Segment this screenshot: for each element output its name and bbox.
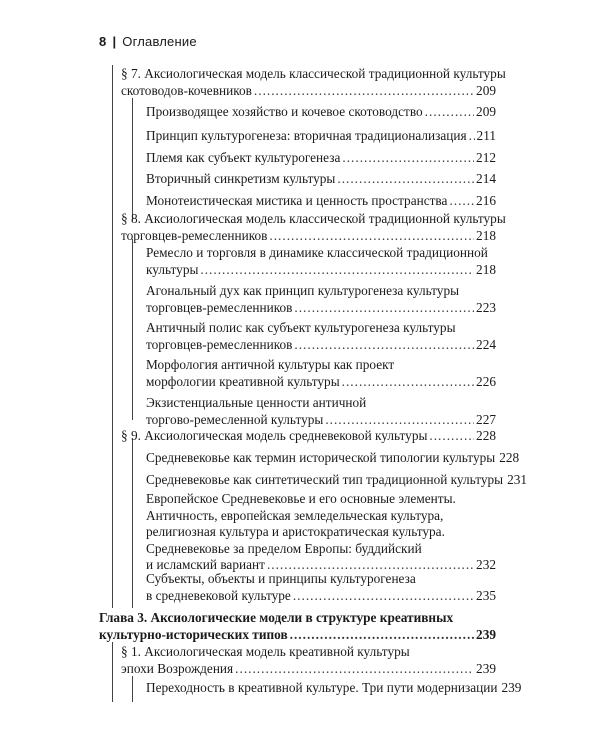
dot-leader: [325, 412, 474, 429]
dot-leader: [269, 228, 474, 245]
toc-page-number: 226: [476, 373, 496, 389]
dot-leader: [425, 104, 474, 121]
toc-entry[interactable]: [146, 283, 496, 316]
dot-leader: [200, 262, 474, 279]
toc-page-number: 223: [476, 299, 496, 315]
toc-entry-title: Вторичный синкретизм культуры: [146, 171, 336, 186]
toc-entry-lastline: [146, 588, 496, 605]
toc-entry[interactable]: [121, 644, 496, 677]
toc-entry-line: Субъекты, объекты и принципы культурогенеза: [146, 571, 416, 586]
toc-entry-title: § 9. Аксиологическая модель средневековой культуры: [121, 428, 428, 443]
toc-page-number: 218: [476, 227, 496, 243]
toc-entry[interactable]: [121, 428, 496, 445]
toc-page-number: 232: [476, 557, 496, 572]
toc-entry-lastline: [146, 412, 496, 429]
toc-entry-title: эпохи Возрождения: [121, 660, 234, 676]
toc-page-number: 211: [476, 128, 496, 143]
toc-entry-lastline: [121, 661, 496, 678]
toc-entry-line: Морфология античной культуры как проект: [146, 357, 395, 372]
toc-entry-title: Монотеистическая мистика и ценность пространства: [146, 193, 448, 208]
toc-entry-lastline: [146, 104, 496, 121]
section-guide-line: [112, 642, 113, 702]
toc-entry[interactable]: [146, 245, 496, 278]
toc-entry-lastline: [146, 150, 496, 167]
toc-entry-title: Средневековье как термин исторической типологии культуры: [146, 450, 496, 465]
toc-entry[interactable]: [146, 320, 496, 353]
toc-entry-lastline: [121, 228, 496, 245]
dot-leader: [342, 374, 474, 391]
toc-entry-title: торговцев-ремесленников: [121, 227, 268, 243]
toc-page-number: 224: [476, 336, 496, 352]
toc-entry[interactable]: [146, 128, 496, 145]
toc-page-number: 214: [476, 171, 496, 186]
toc-page-number: 231: [507, 472, 528, 487]
toc-entry-title: морфологии креативной культуры: [146, 373, 340, 389]
toc-entry-lastline: [146, 171, 496, 188]
toc-entry-line: Глава 3. Аксиологические модели в структуре креативных: [99, 610, 454, 625]
toc-page-number: 239: [476, 660, 496, 676]
toc-entry-lastline: [146, 337, 496, 354]
dot-leader: [290, 627, 474, 644]
toc-entry-line: Ремесло и торговля в динамике классической традиционной: [146, 245, 488, 260]
toc-page-number: 228: [499, 450, 520, 465]
running-title: Оглавление: [122, 34, 197, 49]
section-guide-line: [132, 676, 133, 702]
toc-entry-lastline: [99, 627, 496, 644]
toc-entry-title: и исламский вариант: [146, 557, 265, 572]
toc-entry-line: Агональный дух как принцип культурогенеза культуры: [146, 283, 460, 298]
toc-page-number: 218: [476, 261, 496, 277]
toc-entry-line: Европейское Средневековье и его основные элементы.: [146, 491, 456, 506]
toc-entry[interactable]: [146, 680, 522, 697]
toc-page-number: 216: [476, 193, 496, 208]
section-guide-line: [132, 239, 133, 420]
section-guide-line: [132, 438, 133, 608]
dot-leader: [294, 300, 474, 317]
toc-entry-title: Производящее хозяйство и кочевое скотоводство: [146, 104, 423, 119]
toc-entry-title: культуры: [146, 261, 199, 277]
toc-entry-line: § 8. Аксиологическая модель классической традиционной культуры: [121, 211, 506, 226]
toc-entry-line: § 1. Аксиологическая модель креативной культуры: [121, 644, 410, 659]
toc-entry-lastline: [146, 262, 496, 279]
toc-entry-title: Принцип культурогенеза: вторичная традиционализация: [146, 128, 467, 143]
toc-entry-lastline: [146, 472, 528, 489]
dot-leader: [337, 171, 474, 188]
dot-leader: [235, 661, 474, 678]
toc-page-number: 239: [476, 626, 496, 642]
toc-entry-title: торговцев-ремесленников: [146, 299, 293, 315]
toc-entry-lastline: [146, 680, 522, 697]
dot-leader: [429, 428, 474, 445]
toc-entry-title: Средневековье как синтетический тип традиционной культуры: [146, 472, 504, 487]
toc-entry-line: Средневековье за пределом Европы: буддийский: [146, 540, 422, 556]
toc-entry-title: торгово-ремесленной культуры: [146, 411, 324, 427]
toc-entry-lastline: [146, 193, 496, 210]
toc-page-number: 209: [476, 104, 496, 119]
toc-entry[interactable]: [146, 450, 520, 467]
dot-leader: [294, 337, 474, 354]
toc-entry[interactable]: [146, 150, 496, 167]
page-number: 8: [99, 34, 107, 49]
toc-entry-line: Античный полис как субъект культурогенеза культуры: [146, 320, 456, 335]
toc-entry[interactable]: [121, 66, 506, 99]
dot-leader: [254, 83, 474, 100]
toc-entry[interactable]: [146, 571, 496, 604]
toc-entry-title: в средневековой культуре: [146, 587, 291, 603]
section-guide-line: [112, 65, 113, 608]
toc-page-number: 239: [501, 680, 522, 695]
header-separator: |: [112, 34, 117, 49]
toc-page-number: 235: [476, 587, 496, 603]
toc-entry-title: культурно-исторических типов: [99, 626, 288, 642]
toc-entry[interactable]: [146, 104, 496, 121]
toc-page-number: 228: [476, 428, 496, 443]
toc-entry-lastline: [146, 128, 496, 145]
dot-leader: [342, 150, 474, 167]
section-guide-line: [132, 98, 133, 221]
toc-entry-lastline: [146, 374, 496, 391]
toc-entry-title: Племя как субъект культурогенеза: [146, 150, 341, 165]
dot-leader: [293, 588, 474, 605]
toc-page-number: 209: [476, 82, 496, 98]
dot-leader: [449, 193, 474, 210]
toc-page-number: 227: [476, 411, 496, 427]
toc-entry-line: § 7. Аксиологическая модель классической традиционной культуры: [121, 66, 506, 81]
toc-entry-lastline: [146, 300, 496, 317]
toc-page-number: 212: [476, 150, 496, 165]
toc-entry[interactable]: [121, 211, 506, 244]
toc-entry-lastline: [146, 450, 520, 467]
toc-entry-title: Переходность в креативной культуре. Три пути модернизации: [146, 680, 498, 695]
toc-entry[interactable]: [146, 171, 496, 188]
toc-entry-title: скотоводов-кочевников: [121, 82, 252, 98]
toc-entry[interactable]: [146, 357, 496, 390]
toc-entry[interactable]: [146, 395, 496, 428]
dot-leader: [469, 128, 475, 145]
toc-entry-lastline: [121, 83, 496, 100]
toc-entry[interactable]: [146, 491, 496, 574]
toc-entry-line: Экзистенциальные ценности античной: [146, 395, 367, 410]
toc-entry-line: Античность, европейская земледельческая культура,: [146, 507, 444, 523]
toc-entry-title: торговцев-ремесленников: [146, 336, 293, 352]
toc-entry[interactable]: [146, 472, 528, 489]
toc-entry[interactable]: [99, 610, 496, 643]
toc-entry-line: религиозная культура и аристократическая культура.: [146, 524, 445, 539]
toc-entry[interactable]: [146, 193, 496, 210]
toc-entry-lastline: [121, 428, 496, 445]
